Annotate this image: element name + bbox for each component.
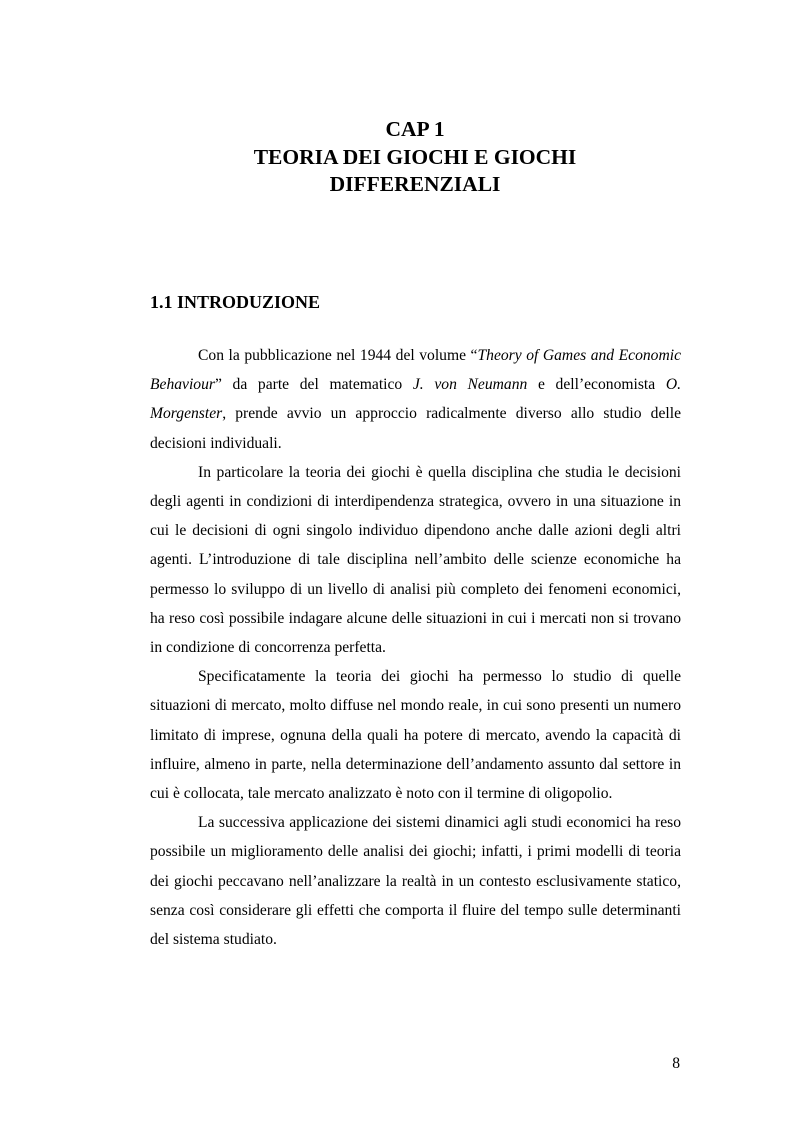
author-morgenster: O. Morgenster: [150, 376, 681, 423]
chapter-label: CAP 1: [385, 117, 445, 141]
paragraph-1-text-2: ” da parte del matematico: [214, 376, 413, 394]
page-number: 8: [672, 1055, 680, 1072]
chapter-title-line-1: TEORIA DEI GIOCHI E GIOCHI: [253, 144, 577, 169]
body-text: [150, 341, 681, 954]
paragraph-1-text-4: , prende avvio un approccio radicalmente diverso allo studio delle decisioni individuali.: [150, 405, 681, 452]
chapter-title-line-2: DIFFERENZIALI: [329, 172, 501, 196]
section-heading: 1.1 INTRODUZIONE: [150, 292, 321, 312]
paragraph-1: [150, 341, 681, 458]
chapter-title: [150, 116, 680, 199]
paragraph-4: La successiva applicazione dei sistemi dinamici agli studi economici ha reso possibile un miglioramento delle analisi dei giochi; infatti, i primi modelli di teoria dei giochi peccavano nell’analizzare la realtà in un contesto esclusivamente statico, senza così considerare gli effetti che comporta il fluire del tempo sulle determinanti del sistema studiato.: [150, 814, 681, 949]
book-title: Theory of Games and Economic Behaviour: [150, 347, 681, 394]
author-von-neumann: J. von Neumann: [412, 376, 528, 394]
paragraph-1-text-1: Con la pubblicazione nel 1944 del volume “: [198, 347, 478, 364]
paragraph-1-text-3: e dell’economista: [527, 376, 666, 394]
paragraph-2: In particolare la teoria dei giochi è quella disciplina che studia le decisioni degli agenti in condizioni di interdipendenza strategica, ovvero in una situazione in cui le decisioni di ogni singolo individuo dipendono anche dalle azioni degli altri agenti. L’introduzione di tale disciplina nell’ambito delle scienze economiche ha permesso lo sviluppo di un livello di analisi più completo dei fenomeni economici, ha reso così possibile indagare alcune delle situazioni in cui i mercati non si trovano in condizione di concorrenza perfetta.: [150, 463, 681, 657]
paragraph-3: Specificatamente la teoria dei giochi ha permesso lo studio di quelle situazioni di mercato, molto diffuse nel mondo reale, in cui sono presenti un numero limitato di imprese, ognuna della quali ha potere di mercato, avendo la capacità di influire, almeno in parte, nella determinazione dell’andamento assunto dal settore in cui è collocata, tale mercato analizzato è noto con il termine di oligopolio.: [150, 668, 681, 803]
